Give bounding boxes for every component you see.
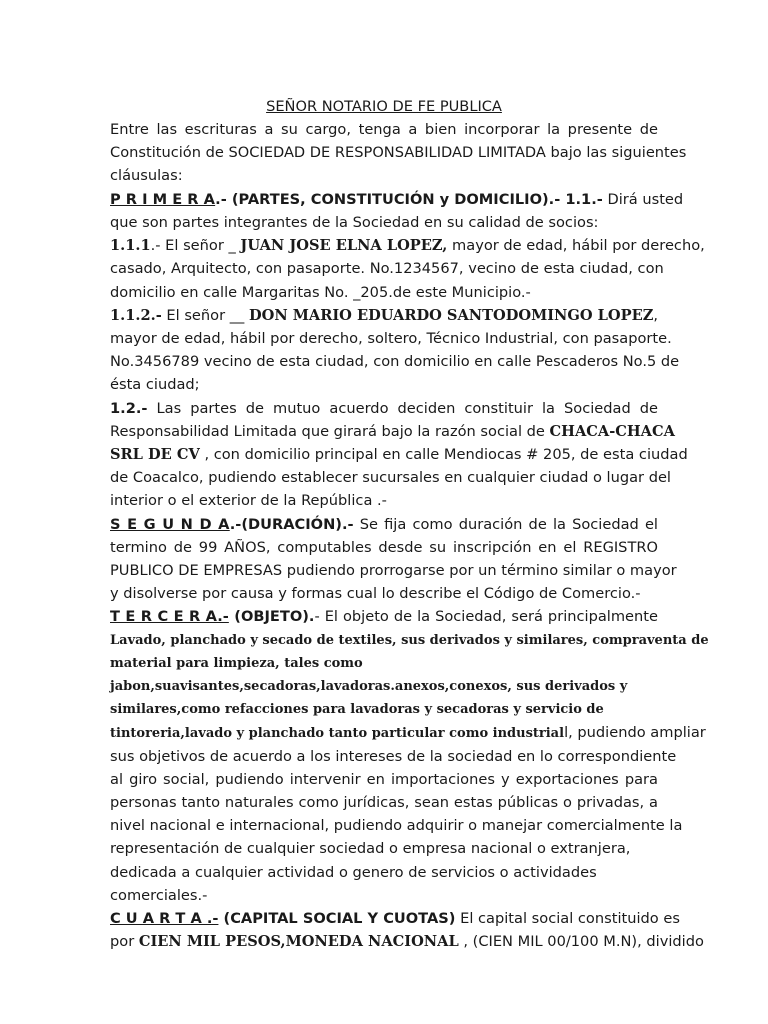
clause-1-1-2-text-a: El señor __: [161, 307, 249, 324]
cuarta-line-2-text-b: , (CIEN MIL 00/100 M.N), dividido: [458, 933, 704, 950]
partner-name-1: JUAN JOSE ELNA LOPEZ,: [240, 237, 448, 254]
clause-1-1-2-line-1: [110, 304, 658, 328]
segunda-line-1-text: Se fija como duración de la Sociedad el: [353, 516, 658, 533]
capital-amount: CIEN MIL PESOS,MONEDA NACIONAL: [138, 933, 459, 950]
primera-line-1-text: Dirá usted: [602, 191, 684, 208]
clause-1-2-line-4: de Coacalco, pudiendo establecer sucursales en cualquier ciudad o lugar del: [110, 469, 671, 486]
clause-1-2-line-3: [110, 443, 688, 467]
clause-1-1-2-line-4: ésta ciudad;: [110, 376, 200, 393]
tercera-line-12: comerciales.-: [110, 887, 208, 904]
document-title: [110, 95, 658, 119]
tercera-line-5-text: l, pudiendo ampliar: [564, 724, 706, 741]
clause-1-1-2-text-b: ,: [653, 307, 659, 324]
company-name-part-2: SRL DE CV: [110, 446, 200, 463]
primera-heading-line: [110, 188, 684, 212]
clause-1-1-1-text-a: .- El señor _: [150, 237, 241, 254]
clause-1-1-2-line-2: mayor de edad, hábil por derecho, soltero, Técnico Industrial, con pasaporte.: [110, 330, 672, 347]
primera-line-2: que son partes integrantes de la Sociedad en su calidad de socios:: [110, 214, 599, 231]
tercera-line-1-text: - El objeto de la Sociedad, será principalmente: [314, 608, 658, 625]
tercera-bold-line-4: similares,como refacciones para lavadoras y secadoras y servicio de: [110, 702, 604, 717]
tercera-bold-line-5: tintoreria,lavado y planchado tanto particular como industrial: [110, 726, 565, 741]
segunda-heading-rest: .-(DURACIÓN).-: [229, 516, 354, 533]
intro-line-1: Entre las escrituras a su cargo, tenga a bien incorporar la presente de: [110, 121, 658, 138]
clause-1-2-line-3-text: , con domicilio principal en calle Mendiocas # 205, de esta ciudad: [199, 446, 688, 463]
tercera-bold-line-3: jabon,suavisantes,secadoras,lavadoras.anexos,conexos, sus derivados y: [110, 679, 628, 694]
tercera-heading-line: [110, 605, 658, 629]
tercera-line-5: [110, 721, 706, 746]
cuarta-line-2: [110, 930, 704, 954]
clause-1-1-1-line-2: casado, Arquitecto, con pasaporte. No.1234567, vecino de esta ciudad, con: [110, 260, 664, 277]
cuarta-line-2-text-a: por: [110, 933, 139, 950]
tercera-heading-rest: (OBJETO).: [228, 608, 315, 625]
segunda-heading: S E G U N D A: [110, 516, 230, 533]
clause-1-2-number: 1.2.-: [110, 400, 148, 417]
tercera-line-10: representación de cualquier sociedad o empresa nacional o extranjera,: [110, 840, 631, 857]
clause-1-2-line-2-text: Responsabilidad Limitada que girará bajo la razón social de: [110, 423, 550, 440]
segunda-line-3: PUBLICO DE EMPRESAS pudiendo prorrogarse por un término similar o mayor: [110, 562, 677, 579]
clause-1-1-2-number: 1.1.2.-: [110, 307, 162, 324]
clause-1-2-line-5: interior o el exterior de la República .-: [110, 492, 387, 509]
segunda-line-2: termino de 99 AÑOS, computables desde su inscripción en el REGISTRO: [110, 539, 658, 556]
title-text: SEÑOR NOTARIO DE FE PUBLICA: [266, 98, 502, 115]
partner-name-2: DON MARIO EDUARDO SANTODOMINGO LOPEZ: [248, 307, 654, 324]
tercera-heading: T E R C E R A.-: [110, 608, 229, 625]
segunda-line-4: y disolverse por causa y formas cual lo describe el Código de Comercio.-: [110, 585, 641, 602]
intro-line-2: Constitución de SOCIEDAD DE RESPONSABILIDAD LIMITADA bajo las siguientes: [110, 144, 687, 161]
clause-1-2-line-2: [110, 420, 675, 444]
cuarta-heading-line: [110, 907, 680, 931]
cuarta-heading-rest: (CAPITAL SOCIAL Y CUOTAS): [218, 910, 456, 927]
tercera-line-7: al giro social, pudiendo intervenir en importaciones y exportaciones para: [110, 771, 658, 788]
tercera-line-11: dedicada a cualquier actividad o genero de servicios o actividades: [110, 864, 597, 881]
clause-1-1-1-text-b: mayor de edad, hábil por derecho,: [447, 237, 705, 254]
clause-1-2-line-1: [110, 397, 658, 421]
tercera-line-9: nivel nacional e internacional, pudiendo adquirir o manejar comercialmente la: [110, 817, 683, 834]
segunda-heading-line: [110, 513, 658, 537]
company-name-part-1: CHACA-CHACA: [549, 423, 675, 440]
primera-heading: P R I M E R A: [110, 191, 216, 208]
clause-1-2-text-a: Las partes de mutuo acuerdo deciden constituir la Sociedad de: [147, 400, 658, 417]
cuarta-heading: C U A R T A .-: [110, 910, 219, 927]
tercera-bold-line-2: material para limpieza, tales como: [110, 656, 363, 671]
clause-1-1-1-number: 1.1.1: [110, 237, 151, 254]
clause-1-1-2-line-3: No.3456789 vecino de esta ciudad, con domicilio en calle Pescaderos No.5 de: [110, 353, 680, 370]
primera-heading-rest: .- (PARTES, CONSTITUCIÓN y DOMICILIO).- 1.1.-: [215, 191, 603, 208]
tercera-bold-line-1: Lavado, planchado y secado de textiles, sus derivados y similares, compraventa de: [110, 633, 709, 648]
intro-line-3: cláusulas:: [110, 167, 183, 184]
tercera-line-6: sus objetivos de acuerdo a los intereses de la sociedad en lo correspondiente: [110, 748, 677, 765]
clause-1-1-1-line-3: domicilio en calle Margaritas No. _205.de este Municipio.-: [110, 284, 531, 301]
cuarta-line-1-text: El capital social constituido es: [455, 910, 680, 927]
clause-1-1-1-line-1: [110, 234, 705, 258]
tercera-line-8: personas tanto naturales como jurídicas, sean estas públicas o privadas, a: [110, 794, 658, 811]
